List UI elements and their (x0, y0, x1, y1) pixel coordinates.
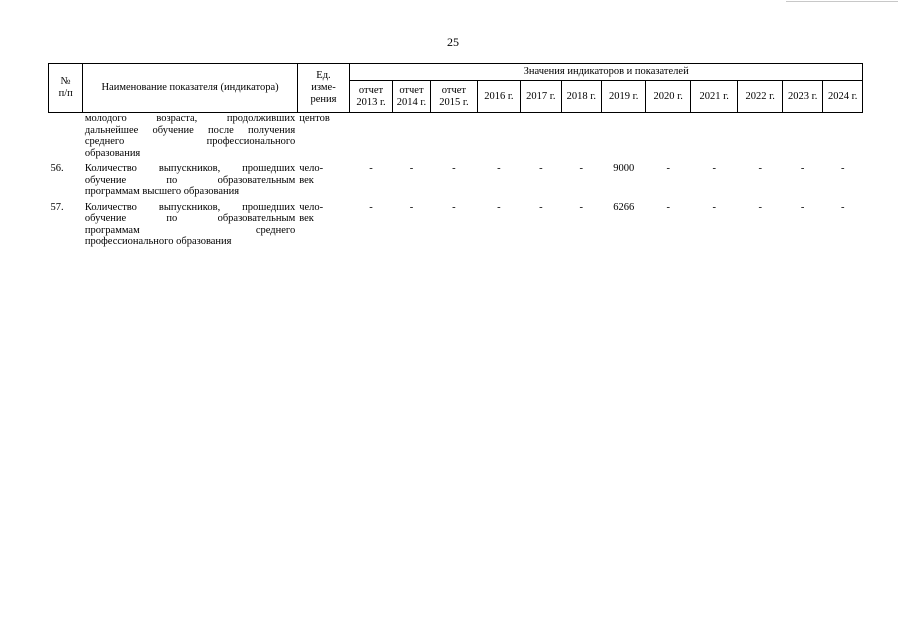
indicator-name-line: молодого возраста, продолживших (84, 113, 296, 124)
header-year (431, 81, 478, 113)
unit-cell (297, 163, 350, 198)
value-cell: - (369, 201, 373, 213)
page-number: 25 (447, 35, 459, 49)
value-cell: - (497, 163, 501, 174)
value-cell: - (758, 201, 762, 213)
indicator-name-line: среднего профессионального (84, 136, 296, 147)
indicator-name-line: обучение по образовательным (84, 174, 296, 186)
indicator-name-line: дальнейшее обучение после получения (84, 124, 296, 136)
indicator-name (83, 163, 297, 198)
unit-line: век (299, 213, 314, 224)
unit-line: век (299, 174, 314, 186)
unit-line: центов (299, 113, 330, 124)
value-cell: - (369, 163, 373, 174)
header-unit (297, 64, 350, 113)
value-cell: - (452, 201, 456, 213)
value-cell: - (497, 201, 501, 213)
value-cell: 6266 (613, 201, 635, 213)
value-cell (738, 113, 782, 160)
indicator-name-line: Количество выпускников, прошедших (84, 201, 296, 213)
header-year-line: отчет (399, 84, 424, 96)
value-cell (521, 113, 561, 160)
value-cell: - (712, 163, 716, 174)
indicator-name-line: обучение по образовательным (84, 213, 296, 224)
header-num-line: п/п (58, 88, 73, 99)
value-cell (646, 113, 690, 160)
indicator-name-line: программам среднего (84, 224, 296, 236)
header-unit-line: рения (310, 94, 337, 105)
value-cell (690, 113, 738, 160)
value-cell: - (409, 201, 414, 213)
header-year-line: 2017 г. (526, 90, 556, 102)
header-num-line: № (60, 76, 71, 87)
value-cell: - (579, 201, 584, 213)
header-year (561, 81, 601, 113)
header-name: Наименование показателя (индикатора) (83, 64, 297, 113)
header-year-line: отчет (441, 84, 466, 96)
header-year (690, 81, 738, 113)
header-year-line: 2024 г. (828, 90, 858, 102)
header-year-line: 2022 г. (745, 90, 775, 102)
unit-line: чело- (299, 201, 324, 213)
header-year-line: 2021 г. (699, 90, 729, 102)
row-number: 57. (50, 201, 64, 213)
header-year (782, 81, 822, 113)
header-year (350, 81, 392, 113)
header-year-line: отчет (358, 84, 384, 96)
top-edge-line (786, 1, 898, 2)
header-year-line: 2018 г. (566, 90, 596, 102)
indicator-name-line: образования (84, 147, 141, 159)
indicator-name-line: профессионального образования (84, 236, 232, 247)
value-cell: 9000 (613, 163, 635, 174)
value-cell: - (666, 201, 670, 213)
header-year (823, 81, 863, 113)
unit-cell (297, 113, 350, 160)
value-cell: - (800, 201, 805, 213)
header-year-line: 2016 г. (484, 90, 514, 102)
value-cell: - (840, 201, 845, 213)
header-year-line: 2015 г. (439, 96, 469, 108)
value-cell: - (539, 163, 543, 174)
header-year (521, 81, 561, 113)
header-year-line: 2019 г. (609, 90, 639, 102)
value-cell (431, 113, 478, 160)
value-cell (477, 113, 520, 160)
indicator-name (83, 113, 297, 160)
row-number (49, 113, 83, 160)
table-row (49, 163, 863, 198)
indicators-table (48, 63, 863, 248)
table-row (49, 113, 863, 160)
value-cell: - (579, 163, 584, 174)
header-year (646, 81, 690, 113)
header-year-line: 2013 г. (356, 96, 386, 108)
value-cell (601, 113, 645, 160)
header-year (601, 81, 645, 113)
header-year-line: 2020 г. (653, 90, 683, 102)
indicator-name-line: программам высшего образования (84, 186, 240, 197)
value-cell: - (409, 163, 414, 174)
indicator-name-line: Количество выпускников, прошедших (84, 163, 296, 174)
value-cell: - (452, 163, 456, 174)
header-unit-line: Ед. (316, 70, 331, 81)
value-cell: - (800, 163, 805, 174)
value-cell (350, 113, 392, 160)
value-cell: - (666, 163, 670, 174)
table-row (49, 202, 863, 248)
header-year-line: 2014 г. (396, 96, 427, 108)
header-values-group: Значения индикаторов и показателей (350, 64, 863, 81)
row-number: 56. (50, 163, 64, 174)
header-year (392, 81, 430, 113)
value-cell: - (758, 163, 762, 174)
value-cell: - (712, 201, 716, 213)
header-year (477, 81, 520, 113)
unit-line: чело- (299, 163, 324, 174)
value-cell (782, 113, 822, 160)
value-cell (561, 113, 601, 160)
header-year-line: 2023 г. (787, 90, 818, 102)
indicator-name (83, 202, 297, 248)
unit-cell (297, 202, 350, 248)
header-num (49, 64, 83, 113)
header-year (738, 81, 782, 113)
value-cell (392, 113, 430, 160)
value-cell: - (539, 201, 543, 213)
value-cell: - (840, 163, 845, 174)
value-cell (823, 113, 863, 160)
header-unit-line: изме- (311, 82, 336, 93)
